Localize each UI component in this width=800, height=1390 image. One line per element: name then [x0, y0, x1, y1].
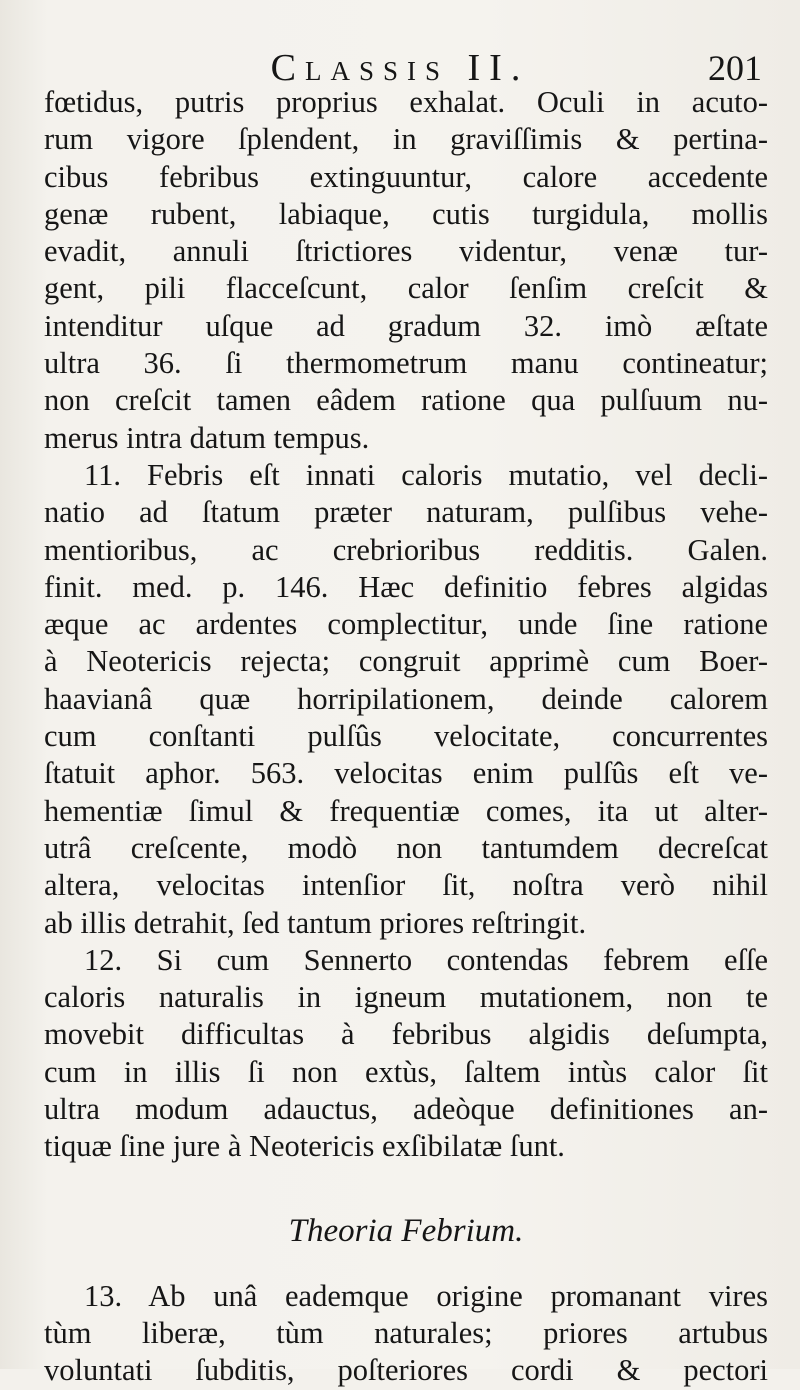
paragraph-11-start: 11. Febris eſt innati caloris mutatio, vel decli-	[84, 457, 768, 492]
body-text	[44, 84, 768, 1390]
text-line: æque ac ardentes complectitur, unde ſine ratione	[44, 607, 768, 642]
text-line: caloris naturalis in igneum mutationem, non te	[44, 980, 768, 1015]
text-line: genæ rubent, labiaque, cutis turgidula, mollis	[44, 196, 768, 231]
text-line: non creſcit tamen eâdem ratione qua pulſuum nu-	[44, 383, 768, 418]
text-line: cum in illis ſi non extùs, ſaltem intùs calor ſit	[44, 1054, 768, 1089]
text-line: rum vigore ſplendent, in graviſſimis & pertina-	[44, 122, 768, 157]
text-line: intenditur uſque ad gradum 32. imò æſtate	[44, 308, 768, 343]
paragraph-13-start: 13. Ab unâ eademque origine promanant vires	[84, 1278, 768, 1313]
text-line: utrâ creſcente, modò non tantumdem decreſcat	[44, 830, 768, 865]
text-line: tùm liberæ, tùm naturales; priores artubus	[44, 1315, 768, 1350]
text-line: ſtatuit aphor. 563. velocitas enim pulſûs eſt ve-	[44, 756, 768, 791]
text-line: à Neotericis rejecta; congruit apprimè cum Boer-	[44, 644, 768, 679]
text-line: ultra 36. ſi thermometrum manu contineatur;	[44, 346, 768, 381]
text-line: hementiæ ſimul & frequentiæ comes, ita ut alter-	[44, 793, 768, 828]
text-line: cibus febribus extinguuntur, calore accedente	[44, 159, 768, 194]
text-line: merus intra datum tempus.	[44, 420, 370, 455]
page-number: 201	[708, 48, 762, 88]
text-line: tiquæ ſine jure à Neotericis exſibilatæ ſunt.	[44, 1129, 565, 1164]
text-line: ultra modum adauctus, adeòque definitiones an-	[44, 1092, 768, 1127]
text-line: altera, velocitas intenſior ſit, noſtra verò nihil	[44, 868, 768, 903]
text-line: ab illis detrahit, ſed tantum priores reſtringit.	[44, 905, 587, 940]
text-line: finit. med. p. 146. Hæc definitio febres algidas	[44, 569, 768, 604]
text-line: fœtidus, putris proprius exhalat. Oculi in acuto-	[44, 85, 768, 119]
text-line: voluntati ſubditis, poſteriores cordi & pectori	[44, 1353, 768, 1388]
text-line: gent, pili flacceſcunt, calor ſenſim creſcit &	[44, 271, 768, 306]
running-title: Classis II.	[270, 47, 530, 89]
section-spacer	[44, 1256, 768, 1278]
text-line: natio ad ſtatum præter naturam, pulſibus vehe-	[44, 495, 768, 530]
text-line: cum conſtanti pulſûs velocitate, concurrentes	[44, 719, 768, 754]
text-line: haavianâ quæ horripilationem, deinde calorem	[44, 681, 768, 716]
section-spacer	[44, 1166, 768, 1206]
section-heading: Theoria Febrium.	[288, 1212, 524, 1249]
text-line: mentioribus, ac crebrioribus redditis. Galen.	[44, 532, 768, 567]
text-line: evadit, annuli ſtrictiores videntur, venæ tur-	[44, 234, 768, 269]
text-line: movebit difficultas à febribus algidis deſumpta,	[44, 1017, 768, 1052]
paragraph-12-start: 12. Si cum Sennerto contendas febrem eſſe	[84, 942, 768, 977]
